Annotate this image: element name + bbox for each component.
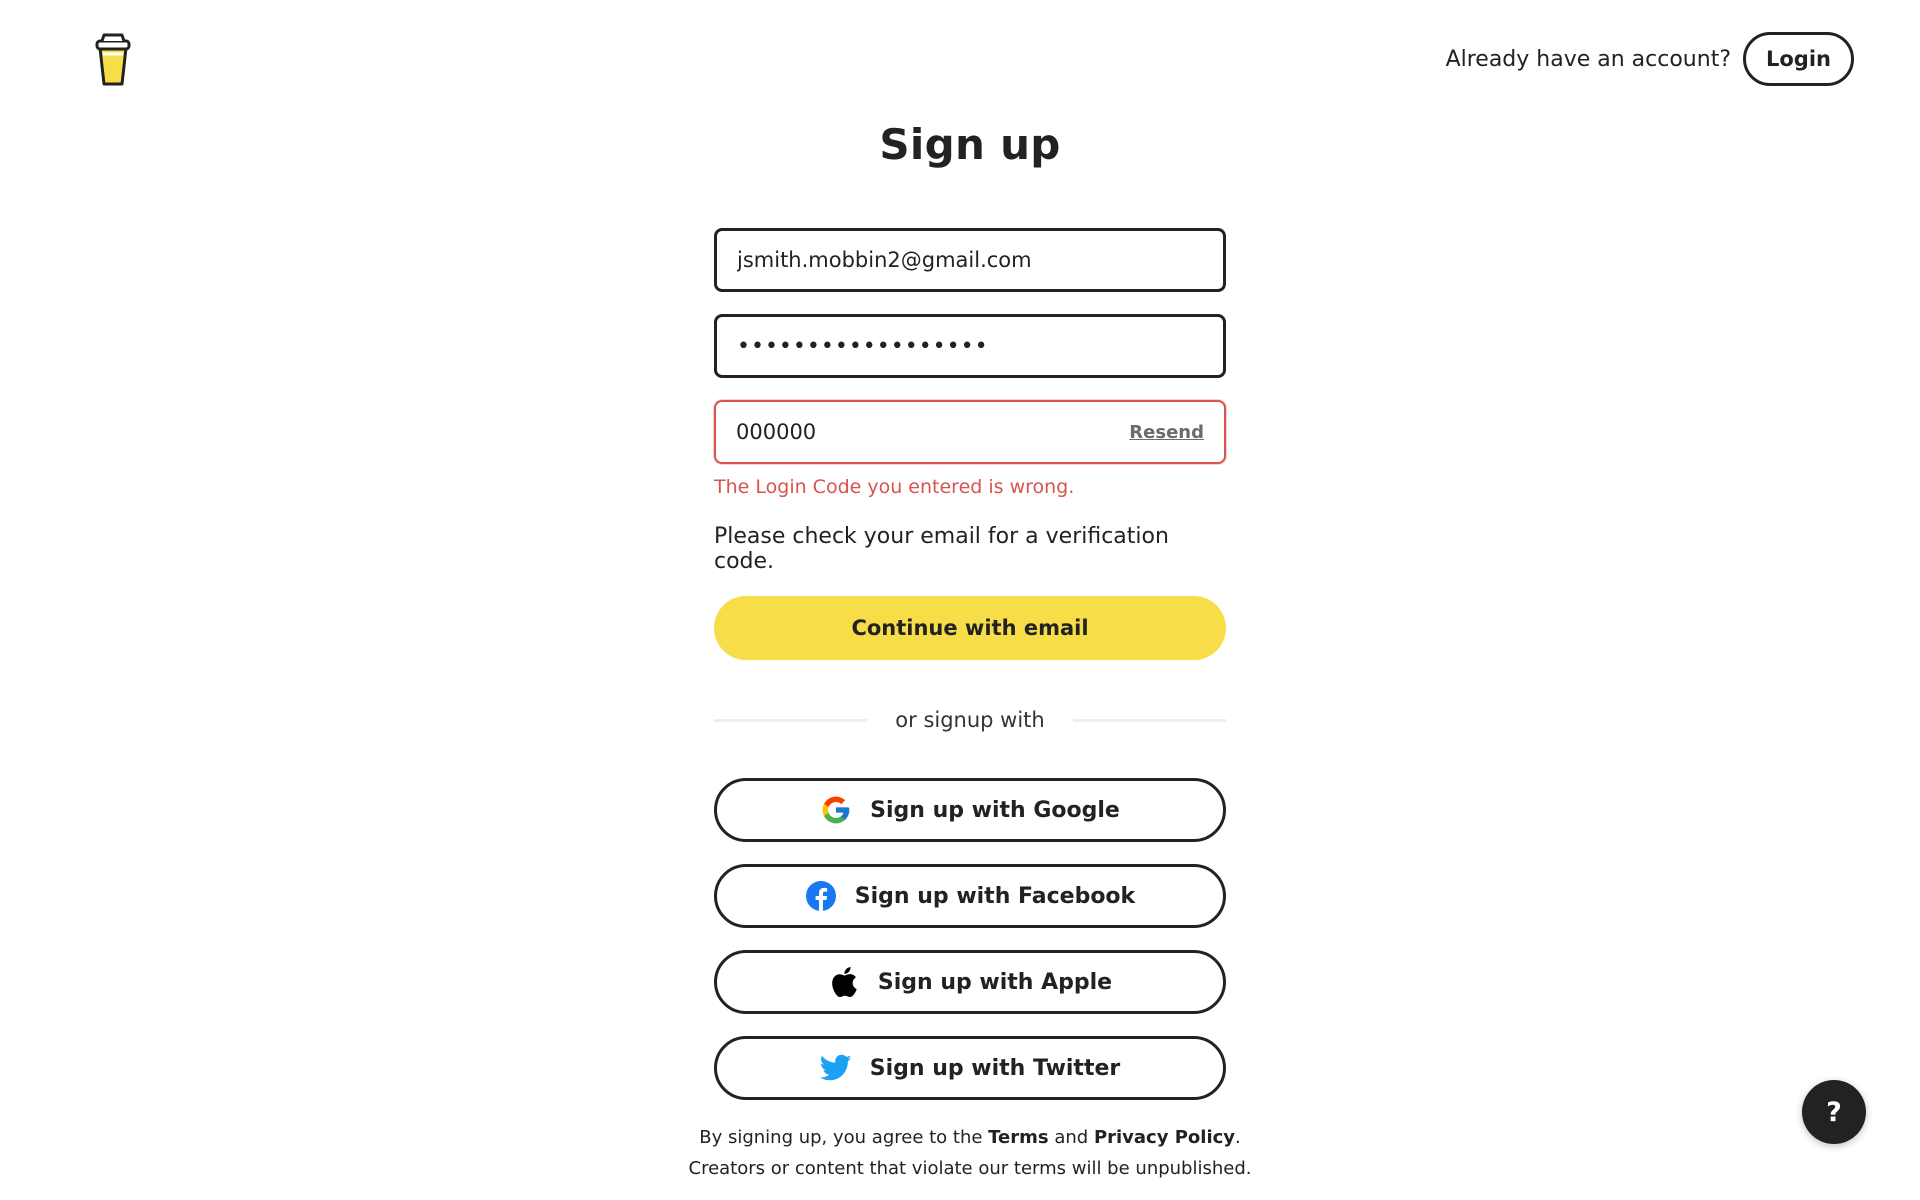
resend-link[interactable]: Resend (1129, 421, 1204, 443)
error-message: The Login Code you entered is wrong. (714, 476, 1075, 498)
legal-text (674, 1122, 1266, 1184)
legal-line-1 (674, 1122, 1266, 1153)
already-have-account-text: Already have an account? (1445, 46, 1731, 72)
google-icon (820, 794, 852, 826)
login-code-field[interactable] (714, 400, 1226, 464)
twitter-icon (820, 1052, 852, 1084)
bmc-cup-logo-icon[interactable] (94, 32, 132, 88)
email-input[interactable] (737, 248, 1203, 272)
legal-and: and (1048, 1127, 1094, 1148)
legal-suffix: . (1235, 1127, 1241, 1148)
help-button[interactable]: ? (1802, 1080, 1866, 1144)
divider-line-right (1073, 719, 1226, 722)
password-input[interactable] (737, 334, 1203, 359)
password-field[interactable] (714, 314, 1226, 378)
facebook-icon (805, 880, 837, 912)
login-button[interactable]: Login (1743, 32, 1854, 86)
google-signup-button[interactable] (714, 778, 1226, 842)
twitter-signup-label: Sign up with Twitter (869, 1055, 1121, 1081)
verification-hint: Please check your email for a verification code. (714, 524, 1169, 574)
legal-prefix: By signing up, you agree to the (699, 1127, 989, 1148)
apple-icon (828, 966, 860, 998)
or-divider (714, 704, 1226, 736)
twitter-signup-button[interactable] (714, 1036, 1226, 1100)
page-title: Sign up (879, 120, 1061, 169)
legal-line-2: Creators or content that violate our terms will be unpublished. (688, 1158, 1252, 1179)
facebook-signup-button[interactable] (714, 864, 1226, 928)
privacy-policy-link[interactable]: Privacy Policy (1093, 1127, 1236, 1148)
facebook-signup-label: Sign up with Facebook (854, 883, 1136, 909)
continue-with-email-button[interactable]: Continue with email (714, 596, 1226, 660)
header-account-area (1446, 32, 1854, 86)
apple-signup-label: Sign up with Apple (877, 969, 1113, 995)
google-signup-label: Sign up with Google (870, 797, 1120, 823)
divider-line-left (714, 719, 867, 722)
login-code-input[interactable] (736, 420, 1129, 444)
apple-signup-button[interactable] (714, 950, 1226, 1014)
divider-text: or signup with (895, 708, 1045, 732)
terms-link[interactable]: Terms (988, 1127, 1049, 1148)
email-field[interactable] (714, 228, 1226, 292)
